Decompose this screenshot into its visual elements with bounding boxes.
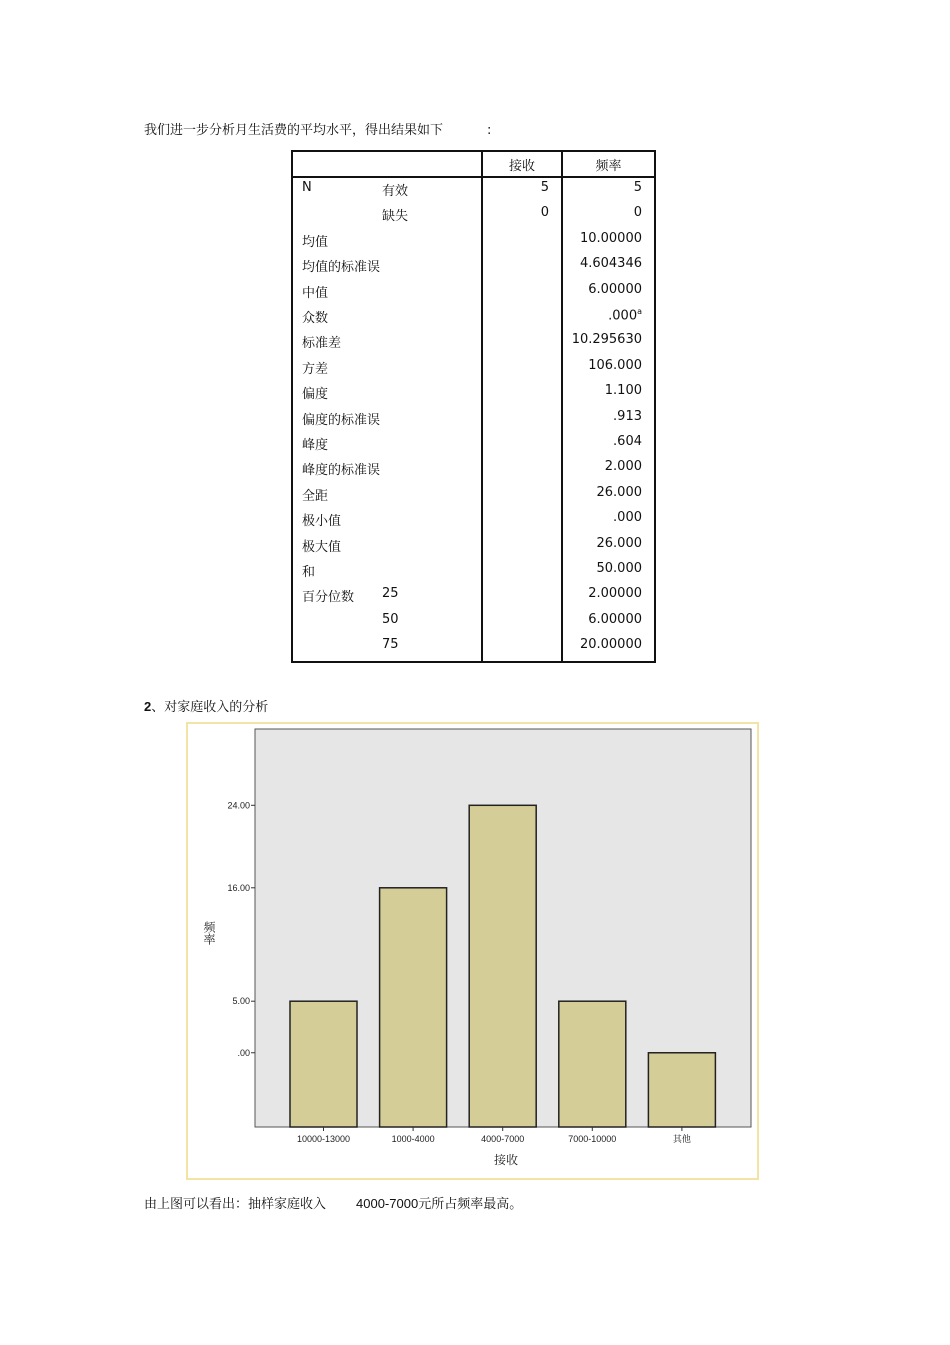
row-sublabel: 50	[382, 611, 399, 627]
income-bar-chart	[186, 722, 759, 1180]
table-row	[293, 559, 654, 584]
cell-frequency: 26.000	[596, 484, 642, 500]
row-label: 峰度	[302, 438, 329, 453]
row-label: 极大值	[302, 539, 342, 555]
conclusion-range: 4000-7000	[356, 1196, 419, 1211]
table-row	[293, 534, 654, 559]
conclusion-text	[144, 1193, 522, 1212]
table-row	[293, 229, 654, 254]
bar	[380, 888, 447, 1127]
cell-frequency: 6.00000	[588, 281, 642, 297]
row-label: 中值	[302, 285, 329, 301]
bar	[648, 1053, 715, 1127]
bar	[469, 805, 536, 1127]
cell-frequency: 10.295630	[571, 332, 642, 348]
cell-frequency: 10.00000	[579, 230, 642, 246]
row-sublabel: 75	[382, 637, 399, 653]
y-axis-label: 频率	[202, 921, 216, 945]
row-label: 百分位数	[302, 590, 355, 606]
cell-receive: 0	[540, 205, 549, 221]
cell-frequency: 2.000	[604, 459, 642, 475]
table-header-frequency: 频率	[595, 159, 622, 174]
statistics-table	[291, 150, 656, 663]
row-label: N	[302, 180, 312, 195]
table-row	[293, 610, 654, 635]
cell-frequency: .000	[608, 308, 638, 324]
table-row	[293, 381, 654, 406]
bar	[290, 1001, 357, 1127]
cell-frequency: 5	[633, 180, 642, 195]
cell-frequency: .604	[613, 434, 642, 449]
y-tick-label: .00	[237, 1047, 250, 1058]
table-row	[293, 305, 654, 330]
cell-frequency-wrap	[608, 307, 642, 323]
row-label: 均值的标准误	[302, 260, 381, 276]
row-label: 标准差	[302, 336, 342, 352]
cell-frequency: 106.000	[588, 357, 642, 373]
row-label: 众数	[302, 311, 329, 326]
cell-frequency: 1.100	[604, 383, 642, 399]
cell-frequency: 50.000	[596, 561, 642, 576]
conclusion-after: 元所占频率最高。	[418, 1197, 523, 1212]
row-label: 峰度的标准误	[302, 463, 381, 479]
row-sublabel: 有效	[382, 184, 409, 199]
row-label: 偏度的标准误	[302, 412, 381, 428]
row-sublabel: 缺失	[382, 209, 409, 225]
cell-frequency: 6.00000	[588, 611, 642, 627]
x-tick-label: 其他	[672, 1134, 691, 1144]
section-number: 2	[144, 699, 152, 714]
x-tick-label: 10000-13000	[296, 1134, 351, 1144]
table-row	[293, 407, 654, 432]
table-row	[293, 330, 654, 355]
section-title: 、对家庭收入的分析	[151, 700, 269, 715]
row-label: 全距	[302, 488, 329, 504]
cell-frequency: .913	[613, 408, 642, 424]
table-row	[293, 508, 654, 533]
intro-text	[144, 119, 491, 138]
table-row	[293, 432, 654, 457]
section-heading	[144, 696, 268, 715]
table-row	[293, 203, 654, 228]
footnote-marker: a	[637, 307, 642, 316]
bar	[559, 1001, 626, 1127]
x-tick-label: 7000-10000	[568, 1134, 617, 1144]
row-label: 极小值	[302, 514, 342, 530]
table-row	[293, 584, 654, 609]
table-row	[293, 635, 654, 660]
bar-chart-svg	[188, 724, 757, 1178]
cell-frequency: .000	[613, 510, 642, 526]
table-row	[293, 356, 654, 381]
table-header-receive: 接收	[508, 159, 535, 174]
intro-sentence: 我们进一步分析月生活费的平均水平，得出结果如下	[144, 123, 444, 138]
cell-frequency: 2.00000	[588, 586, 642, 602]
table-row	[293, 280, 654, 305]
cell-frequency: 20.00000	[579, 637, 642, 653]
y-tick-label: 5.00	[232, 996, 250, 1007]
table-row	[293, 457, 654, 482]
x-axis-label: 接收	[493, 1153, 519, 1167]
table-row	[293, 178, 654, 203]
y-tick-label: 16.00	[227, 882, 250, 893]
cell-frequency: 0	[633, 205, 642, 221]
conclusion-before: 由上图可以看出：抽样家庭收入	[144, 1197, 327, 1212]
row-label: 均值	[302, 234, 329, 250]
table-row	[293, 483, 654, 508]
x-tick-label: 4000-7000	[481, 1134, 525, 1144]
intro-colon: :	[487, 123, 492, 138]
row-label: 和	[302, 565, 316, 580]
row-sublabel: 25	[382, 586, 399, 602]
cell-frequency: 4.604346	[579, 256, 642, 272]
cell-frequency: 26.000	[596, 535, 642, 551]
x-tick-label: 1000-4000	[391, 1134, 435, 1144]
table-row	[293, 254, 654, 279]
y-tick-label: 24.00	[227, 800, 250, 811]
row-label: 方差	[302, 361, 329, 377]
cell-receive: 5	[540, 180, 549, 195]
row-label: 偏度	[302, 387, 329, 403]
